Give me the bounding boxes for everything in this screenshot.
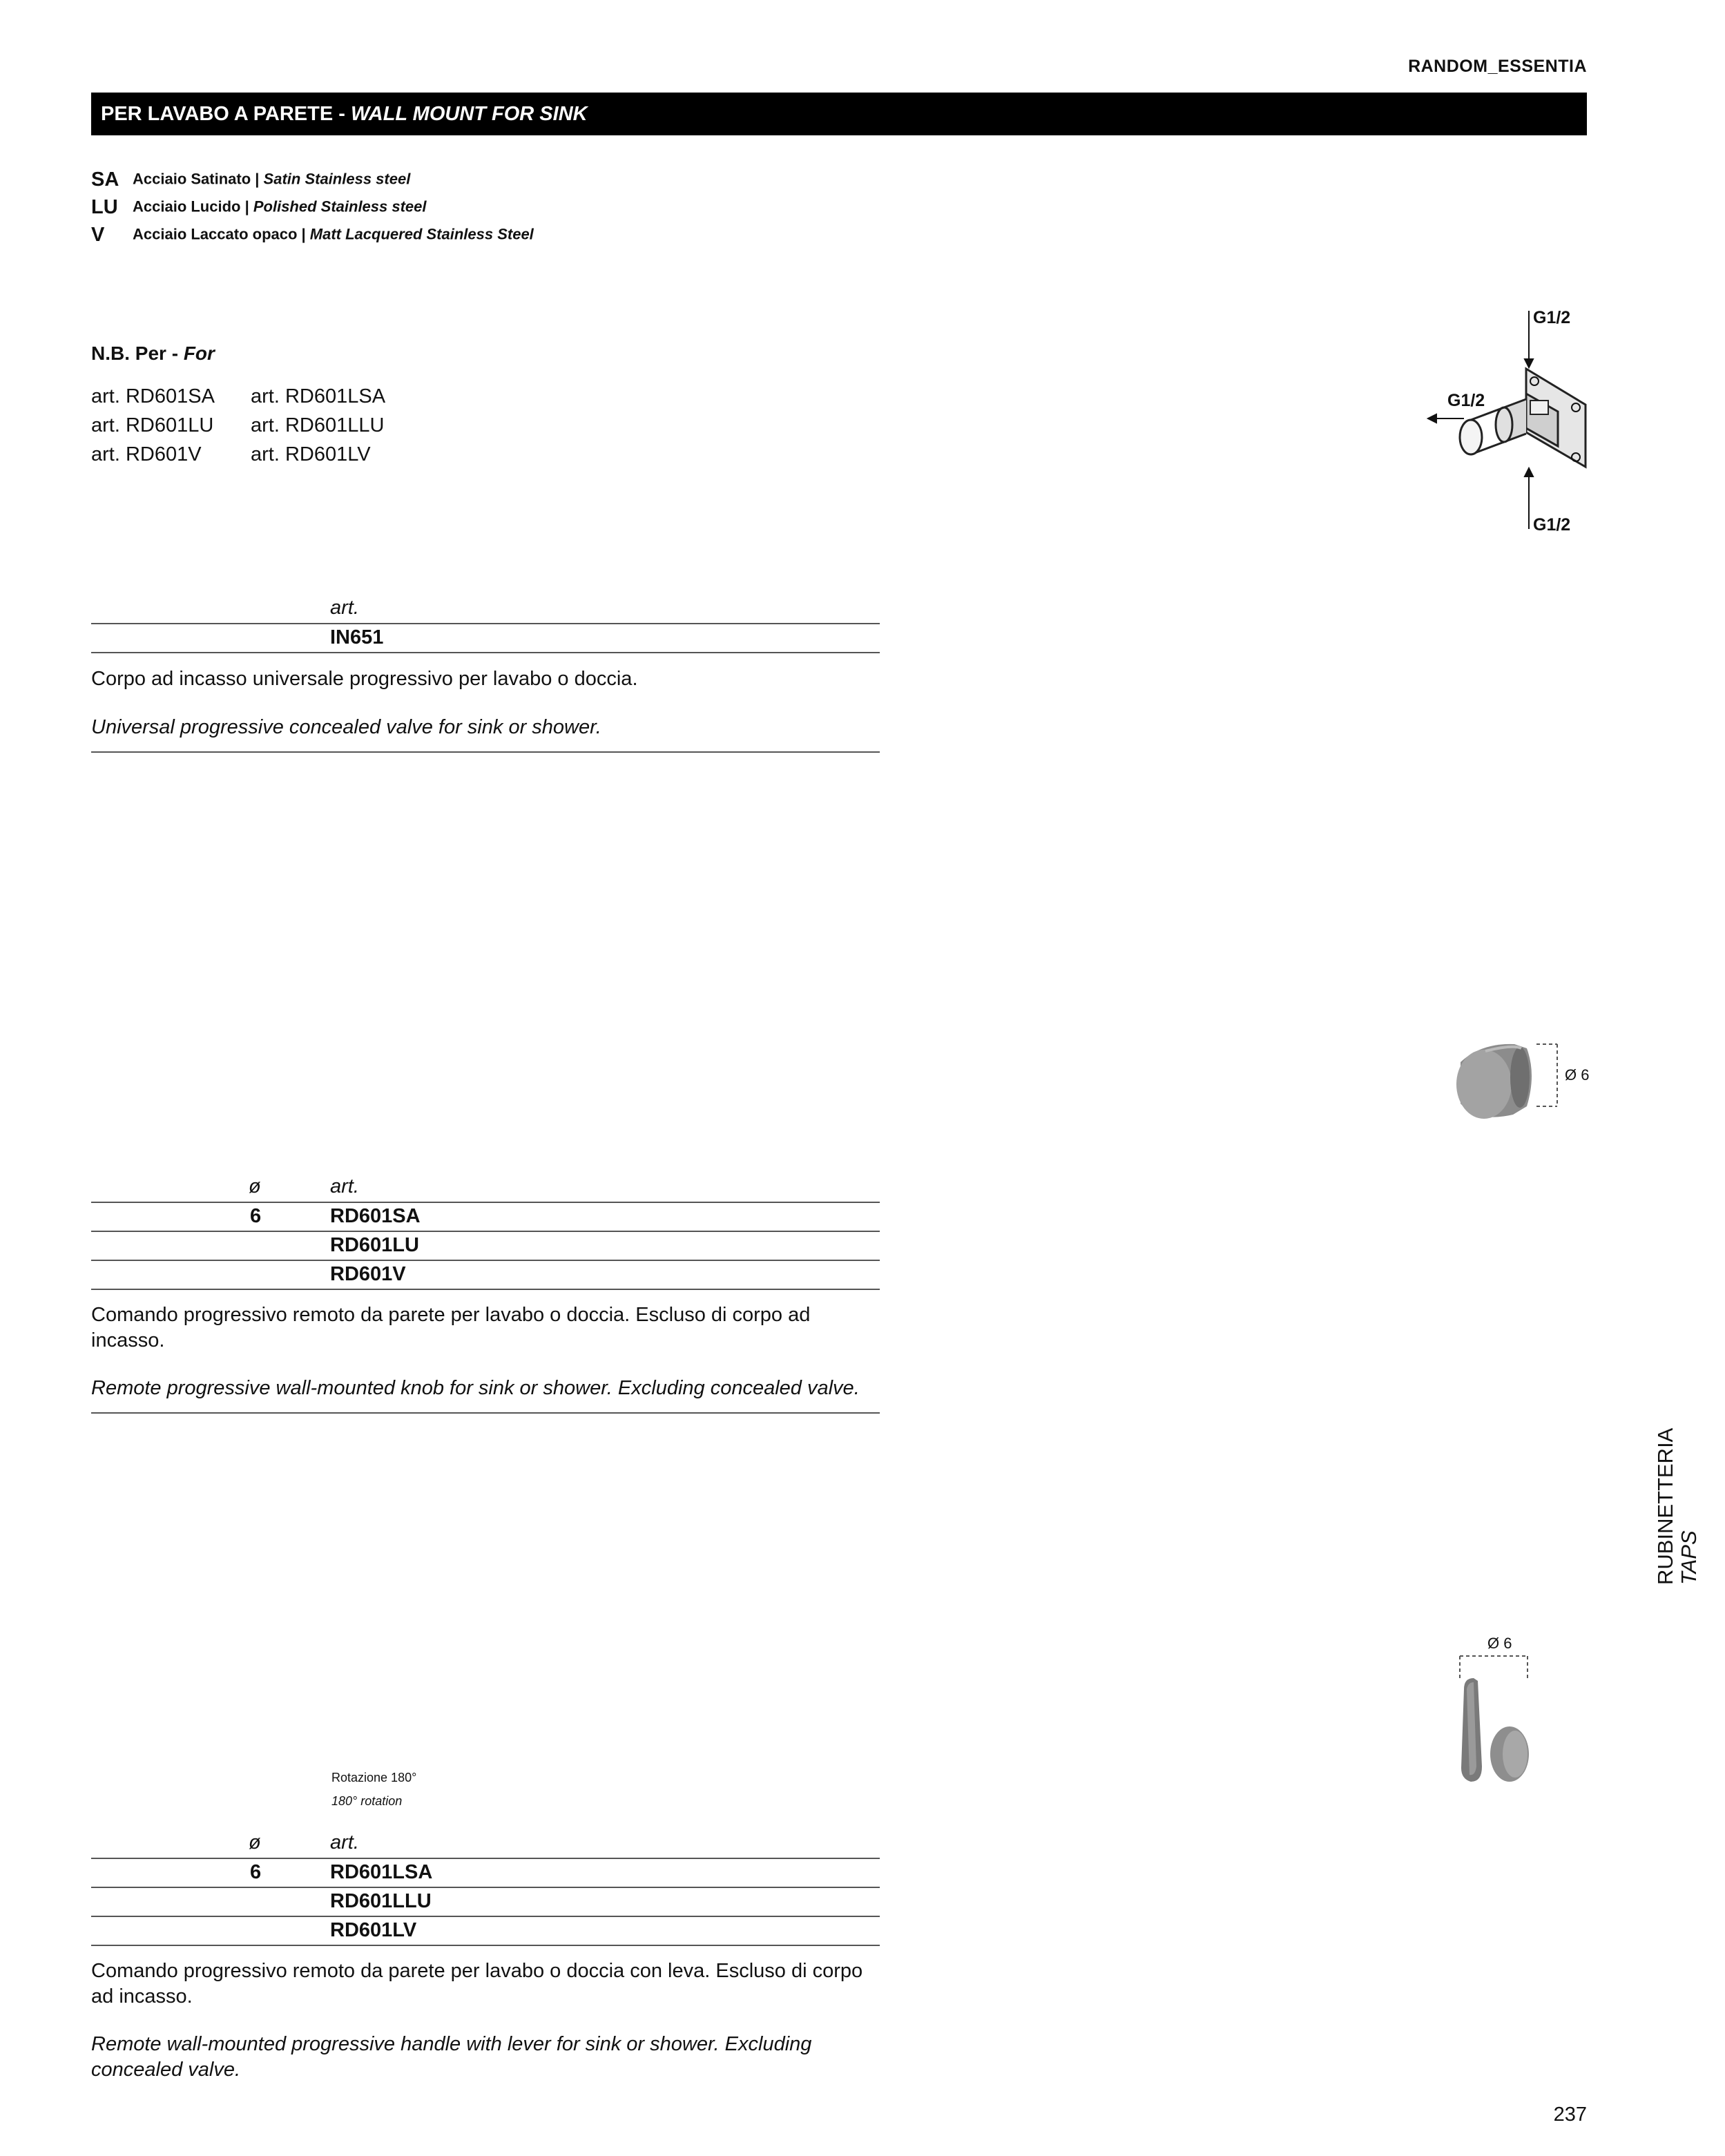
rotation-note-it: Rotazione 180° xyxy=(331,1771,417,1784)
table-rule xyxy=(91,1916,880,1917)
page-number: 237 xyxy=(1553,2104,1587,2126)
section-title-bar xyxy=(91,93,1587,135)
art-header: art. xyxy=(330,597,359,619)
finish-code: SA xyxy=(91,169,119,191)
finish-name: Acciaio Laccato opaco | xyxy=(133,225,310,243)
finish-code: V xyxy=(91,224,105,246)
art-code: RD601LV xyxy=(330,1919,417,1941)
table-rule xyxy=(91,1945,880,1946)
description-en: Universal progressive concealed valve for sink or shower. xyxy=(91,716,601,738)
diameter-header: ø xyxy=(249,1831,261,1854)
rotation-note-en: 180° rotation xyxy=(331,1794,403,1808)
side-tab-it: RUBINETTERIA xyxy=(1653,1427,1677,1585)
note-art: art. RD601LU xyxy=(91,414,214,436)
art-code: RD601LLU xyxy=(330,1890,432,1912)
table-rule xyxy=(91,1858,880,1859)
description-en: Remote wall-mounted progressive handle with lever for sink or shower. Excluding concealed valve. xyxy=(91,2033,812,2081)
note-column-1 xyxy=(91,382,215,469)
art-code: RD601V xyxy=(330,1263,406,1285)
table-rule xyxy=(91,1260,880,1261)
finish-name-en: Matt Lacquered Stainless Steel xyxy=(309,225,534,243)
art-code: RD601LSA xyxy=(330,1861,433,1883)
art-header: art. xyxy=(330,1175,359,1197)
drawing-label-top: G1/2 xyxy=(1533,308,1571,327)
art-code: IN651 xyxy=(330,626,384,648)
note-column-2 xyxy=(251,382,385,469)
note-label-en: For xyxy=(183,343,215,364)
finish-code: LU xyxy=(91,196,118,218)
lever-diameter-label: Ø 6 xyxy=(1487,1635,1512,1652)
lever-handle-drawing xyxy=(1450,1650,1547,1796)
diameter-header: ø xyxy=(249,1175,261,1197)
note-art: art. RD601LSA xyxy=(251,385,386,407)
table-rule xyxy=(91,751,880,753)
finish-row xyxy=(91,224,534,247)
section-title: PER LAVABO A PARETE - xyxy=(101,103,351,125)
table-rule xyxy=(91,1202,880,1203)
side-tab-en: TAPS xyxy=(1677,1530,1701,1585)
note-art: art. RD601SA xyxy=(91,385,215,407)
description-it: Comando progressivo remoto da parete per lavabo o doccia. Escluso di corpo ad incasso. xyxy=(91,1304,811,1351)
art-code: RD601SA xyxy=(330,1205,421,1227)
table-rule xyxy=(91,652,880,653)
note-heading xyxy=(91,343,215,365)
art-header: art. xyxy=(330,1831,359,1854)
knob-drawing xyxy=(1440,1034,1606,1138)
table-rule xyxy=(91,1412,880,1414)
table-rule xyxy=(91,1887,880,1888)
note-label: N.B. Per - xyxy=(91,343,184,364)
concealed-valve-drawing xyxy=(1423,304,1602,546)
finish-row xyxy=(91,169,410,191)
note-art: art. RD601V xyxy=(91,443,202,465)
art-code: RD601LU xyxy=(330,1234,419,1256)
side-tab xyxy=(1654,1428,1701,1585)
description-en: Remote progressive wall-mounted knob for sink or shower. Excluding concealed valve. xyxy=(91,1377,860,1399)
table-rule xyxy=(91,623,880,624)
table-rule xyxy=(91,1289,880,1290)
finish-name: Acciaio Satinato | xyxy=(133,170,264,188)
drawing-label-bottom: G1/2 xyxy=(1533,515,1571,535)
diameter-value: 6 xyxy=(250,1861,262,1883)
finish-name-en: Polished Stainless steel xyxy=(253,198,427,215)
description-it: Comando progressivo remoto da parete per lavabo o doccia con leva. Escluso di corpo ad incasso. xyxy=(91,1960,863,2008)
knob-diameter-label: Ø 6 xyxy=(1565,1066,1590,1084)
drawing-label-left: G1/2 xyxy=(1447,391,1485,410)
note-art: art. RD601LV xyxy=(251,443,371,465)
diameter-value: 6 xyxy=(250,1205,262,1227)
finish-name-en: Satin Stainless steel xyxy=(263,170,411,188)
brand-name: RANDOM_ESSENTIA xyxy=(1408,57,1587,76)
section-title-en: WALL MOUNT FOR SINK xyxy=(350,103,588,125)
description-it: Corpo ad incasso universale progressivo per lavabo o doccia. xyxy=(91,668,638,690)
table-rule xyxy=(91,1231,880,1232)
finish-row xyxy=(91,196,427,219)
finish-name: Acciaio Lucido | xyxy=(133,198,253,215)
note-art: art. RD601LLU xyxy=(251,414,385,436)
